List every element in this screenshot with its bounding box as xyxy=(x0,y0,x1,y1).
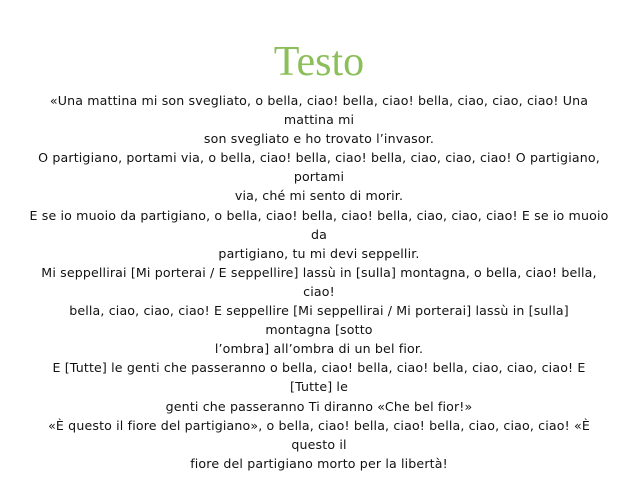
lyrics-line: questo il xyxy=(291,436,347,452)
lyrics-line: O partigiano, portami via, o bella, ciao! bella, ciao! bella, ciao, ciao, ciao! O partigiano, xyxy=(38,150,600,166)
lyrics-line: «Una mattina mi son svegliato, o bella, ciao! bella, ciao! bella, ciao, ciao, ciao! Una xyxy=(49,93,589,108)
slide-title: Testo xyxy=(273,39,365,85)
lyrics-line: da xyxy=(310,226,327,242)
lyrics-line: portami xyxy=(293,169,345,185)
lyrics-line: ciao! xyxy=(303,283,335,299)
lyrics-line: E se io muoio da partigiano, o bella, ciao! bella, ciao! bella, ciao, ciao, ciao! E se io muoio xyxy=(29,207,609,223)
lyrics-line: montagna [sotto xyxy=(265,322,373,338)
lyrics-line: E [Tutte] le genti che passeranno o bella, ciao! bella, ciao! bella, ciao, ciao, ciao! E xyxy=(52,360,586,376)
lyrics-line: via, ché mi sento di morir. xyxy=(234,188,404,204)
lyrics-line: partigiano, tu mi devi seppellir. xyxy=(218,245,420,261)
lyrics-line: [Tutte] le xyxy=(290,379,348,395)
lyrics-line: mattina mi xyxy=(283,112,355,128)
lyrics-line: «È questo il fiore del partigiano», o bella, ciao! bella, ciao! bella, ciao, ciao, ciao! «È xyxy=(48,417,590,433)
lyrics-line: bella, ciao, ciao, ciao! E seppellire [Mi seppellirai / Mi porterai] lassù in [sulla] xyxy=(69,303,569,319)
lyrics-text xyxy=(18,91,620,473)
lyrics-line: genti che passeranno Ti diranno «Che bel fior!» xyxy=(165,398,473,414)
lyrics-line: son svegliato e ho trovato l’invasor. xyxy=(203,131,435,147)
lyrics-line: fiore del partigiano morto per la libertà! xyxy=(190,455,448,471)
lyrics-line: Mi seppellirai [Mi porterai / E seppellire] lassù in [sulla] montagna, o bella, ciao! bella, xyxy=(41,264,597,280)
lyrics-line: l’ombra] all’ombra di un bel fior. xyxy=(214,341,424,357)
